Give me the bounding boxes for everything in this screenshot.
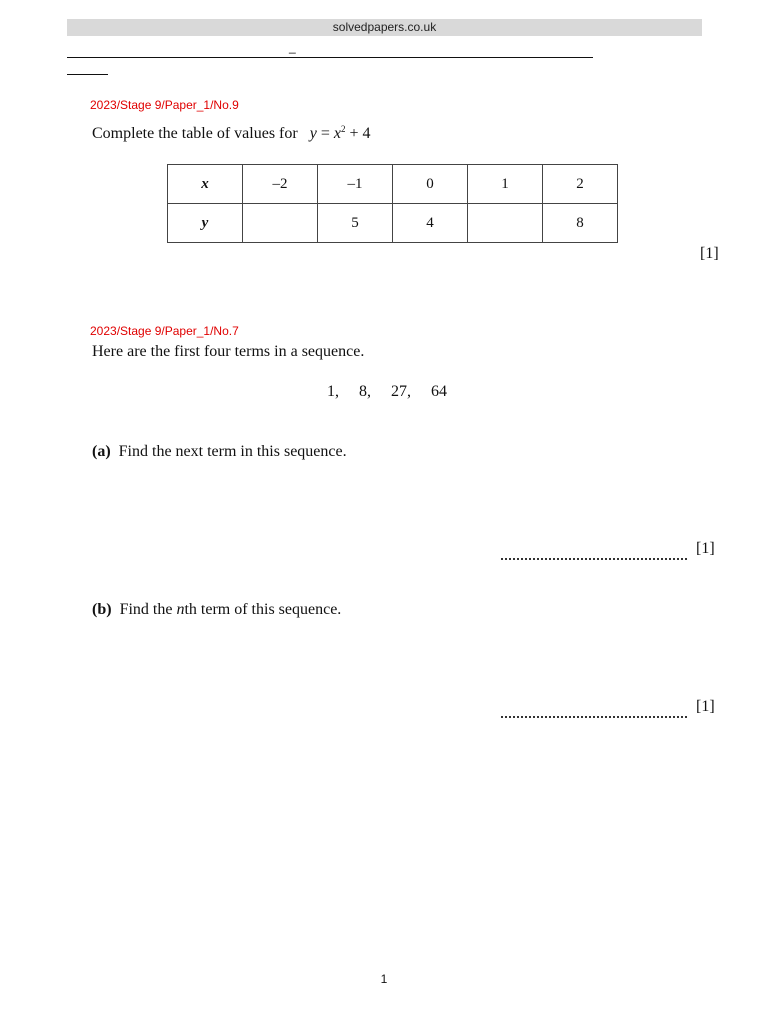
table-answer-cell[interactable] <box>243 204 318 243</box>
question1-mark: [1] <box>700 245 719 262</box>
part-b-text-after: th term of this sequence. <box>184 601 342 618</box>
site-header-bar <box>67 19 702 36</box>
part-a-question <box>92 443 347 461</box>
table-cell: 4 <box>393 204 468 243</box>
part-a-text: Find the next term in this sequence. <box>118 443 347 460</box>
table-header-y: y <box>168 204 243 243</box>
equation-y: y <box>309 125 317 142</box>
equation-x: x <box>333 125 341 142</box>
question1-prompt <box>92 125 371 143</box>
table-cell: –2 <box>243 165 318 204</box>
table-cell: 8 <box>543 204 618 243</box>
part-b-label: (b) <box>92 601 112 618</box>
table-header-x: x <box>168 165 243 204</box>
equation-rest: + 4 <box>345 125 371 142</box>
table-answer-cell[interactable] <box>468 204 543 243</box>
part-b-n: n <box>176 601 185 618</box>
part-a-mark: [1] <box>696 540 715 557</box>
part-b-answer-line[interactable] <box>501 716 687 718</box>
table-row-y <box>168 204 618 243</box>
table-cell: 5 <box>318 204 393 243</box>
page-number: 1 <box>380 972 388 986</box>
question1-reference: 2023/Stage 9/Paper_1/No.9 <box>90 98 239 112</box>
table-cell: 0 <box>393 165 468 204</box>
part-b-text <box>120 601 342 618</box>
question2-reference: 2023/Stage 9/Paper_1/No.7 <box>90 324 239 338</box>
equation-equals: = <box>316 125 334 142</box>
header-short-rule <box>67 74 108 75</box>
equation-exponent: 2 <box>340 124 346 134</box>
part-b-mark: [1] <box>696 698 715 715</box>
table-of-values <box>167 164 618 243</box>
sequence-terms: 1, 8, 27, 64 <box>327 383 447 400</box>
table-cell: 1 <box>468 165 543 204</box>
header-rule <box>67 57 593 58</box>
header-dash: _ <box>289 40 296 54</box>
table-row-x <box>168 165 618 204</box>
part-a-answer-line[interactable] <box>501 558 687 560</box>
table-cell: 2 <box>543 165 618 204</box>
question1-equation <box>310 125 371 142</box>
question2-prompt: Here are the first four terms in a sequence. <box>92 343 365 360</box>
table-cell: –1 <box>318 165 393 204</box>
site-name: solvedpapers.co.uk <box>332 20 437 34</box>
part-a-label: (a) <box>92 443 111 460</box>
question1-prompt-text: Complete the table of values for <box>92 125 298 142</box>
part-b-text-before: Find the <box>119 601 177 618</box>
part-b-question <box>92 601 341 619</box>
